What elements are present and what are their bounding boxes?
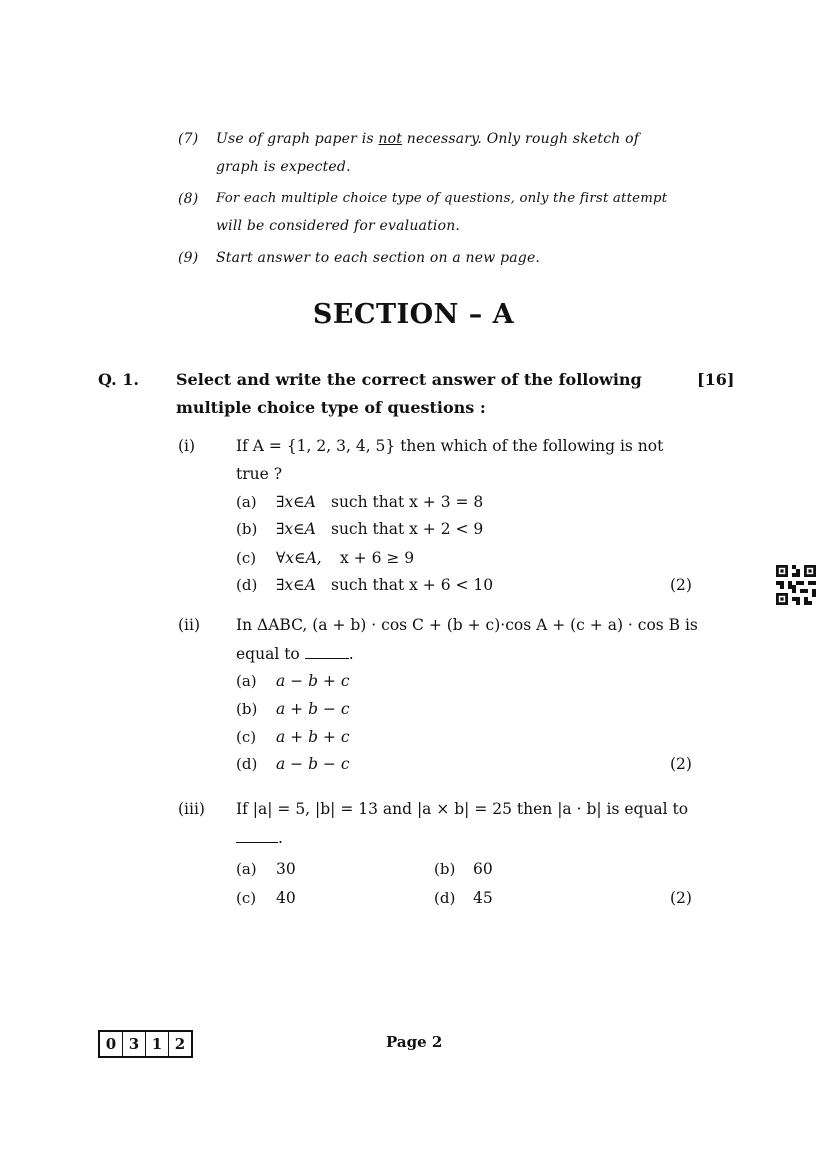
instruction-7-line-2: graph is expected. [216,159,351,175]
option-quantifier: ∃x∈A [276,493,316,511]
question-number: Q. 1. [98,370,139,389]
instruction-number-9: (9) [178,250,199,266]
option-text: a + b + c [276,728,350,746]
option-label: (a) [236,672,257,690]
instruction-8-line-1: For each multiple choice type of questions, only the first attempt [216,191,668,206]
instruction-9-line-1: Start answer to each section on a new page. [216,250,541,266]
paper-code-box [98,1030,193,1058]
option-text: a + b − c [276,700,350,718]
option-label: (c) [236,549,257,567]
subquestion-ii-line-1: In ΔABC, (a + b) · cos C + (b + c)·cos A + (c + a) · cos B is [236,616,698,634]
instruction-7-line-1: Use of graph paper is not necessary. Only rough sketch of [216,131,640,147]
subquestion-iii-line-1: If |a| = 5, |b| = 13 and |a × b| = 25 then |a · b| is equal to [236,800,689,818]
question-line-2: multiple choice type of questions : [176,398,486,417]
subquestion-iii-number: (iii) [178,800,205,818]
option-text: 60 [473,860,493,878]
answer-blank [236,828,278,843]
instruction-8-line-2: will be considered for evaluation. [216,218,461,234]
option-quantifier: ∀x∈A, [276,549,322,567]
option-text: such that x + 2 < 9 [331,520,484,538]
subquestion-i-line-1: If A = {1, 2, 3, 4, 5} then which of the following is not [236,437,664,455]
paper-code-digit: 0 [100,1032,123,1056]
option-text: x + 6 ≥ 9 [340,549,415,567]
option-quantifier: ∃x∈A [276,576,316,594]
option-label: (b) [434,860,456,878]
option-text: 30 [276,860,296,878]
question-marks: [16] [697,370,735,389]
option-text: such that x + 6 < 10 [331,576,494,594]
subquestion-i-line-2: true ? [236,465,283,483]
option-label: (d) [434,889,456,907]
subquestion-ii-number: (ii) [178,616,201,634]
option-label: (a) [236,860,257,878]
instruction-number-7: (7) [178,131,199,147]
subquestion-ii-line-2: equal to . [236,645,354,663]
option-text: a − b + c [276,672,350,690]
section-title: SECTION – A [312,299,515,330]
subquestion-iii-line-2: . [236,828,283,847]
subquestion-i-number: (i) [178,437,196,455]
option-quantifier: ∃x∈A [276,520,316,538]
qr-code-icon [776,565,816,605]
option-text: such that x + 3 = 8 [331,493,484,511]
option-label: (b) [236,520,258,538]
paper-code-digit: 3 [123,1032,146,1056]
option-text: 45 [473,889,493,907]
option-label: (d) [236,755,258,773]
instruction-number-8: (8) [178,191,199,207]
option-label: (a) [236,493,257,511]
option-label: (b) [236,700,258,718]
page-number: Page 2 [386,1033,443,1051]
answer-blank [305,644,349,659]
option-text: 40 [276,889,296,907]
option-label: (d) [236,576,258,594]
subquestion-ii-marks: (2) [670,755,692,773]
paper-code-digit: 1 [146,1032,169,1056]
option-label: (c) [236,728,257,746]
subquestion-i-marks: (2) [670,576,692,594]
paper-code-digit: 2 [174,1035,186,1053]
subquestion-iii-marks: (2) [670,889,692,907]
question-line-1: Select and write the correct answer of the following [176,370,642,389]
option-label: (c) [236,889,257,907]
option-text: a − b − c [276,755,350,773]
